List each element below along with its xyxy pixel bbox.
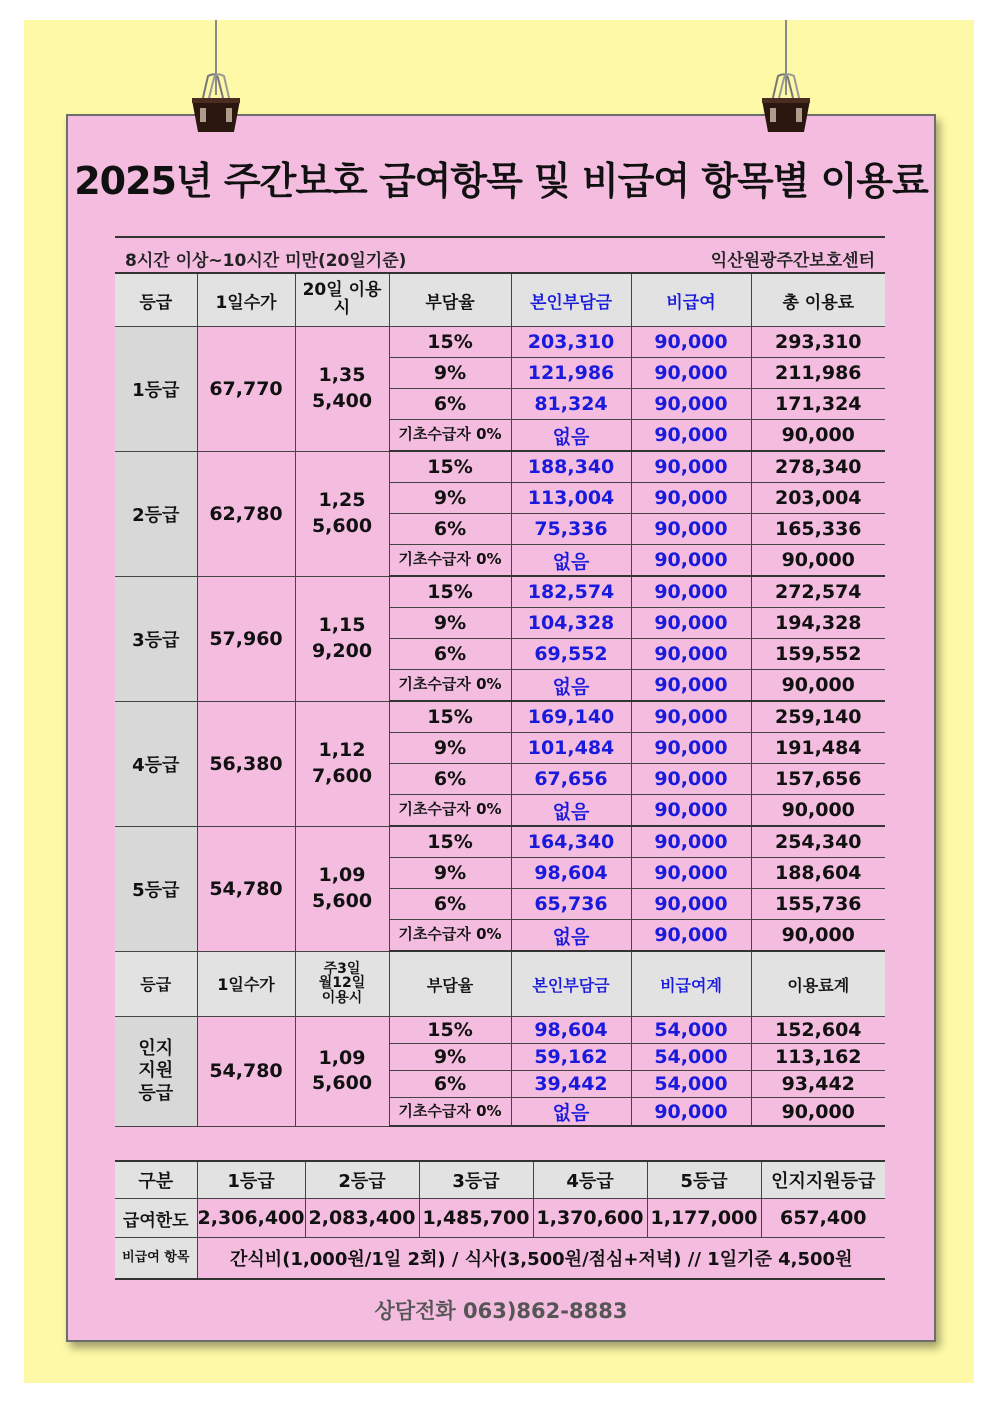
grade3-rate: 15% <box>389 576 511 608</box>
header2-rate: 부담율 <box>389 951 511 1017</box>
table-header-row-2 <box>115 951 885 1017</box>
grade5-rate: 9% <box>389 858 511 889</box>
cognitive-total: 113,162 <box>751 1044 885 1071</box>
subtitle-condition: 8시간 이상~10시간 미만(20일기준) <box>125 251 407 271</box>
contact-phone: 상담전화 063)862-8883 <box>374 1299 628 1323</box>
header-grade: 등급 <box>115 273 197 327</box>
grade1-grade-name: 1등급 <box>115 327 197 452</box>
grade5-noncovered: 90,000 <box>631 920 751 952</box>
header-noncovered: 비급여 <box>631 273 751 327</box>
grade1-noncovered: 90,000 <box>631 389 751 420</box>
grade3-noncovered: 90,000 <box>631 639 751 670</box>
limit-header-grade4: 4등급 <box>533 1161 647 1199</box>
cognitive-noncovered: 90,000 <box>631 1098 751 1127</box>
grade3-total: 90,000 <box>751 670 885 702</box>
grade3-noncovered: 90,000 <box>631 670 751 702</box>
limit-header-grade2: 2등급 <box>305 1161 419 1199</box>
binder-clip-right-icon <box>758 72 814 134</box>
grade4-rate: 15% <box>389 701 511 733</box>
cognitive-copay: 59,162 <box>511 1044 631 1071</box>
grade2-copay: 113,004 <box>511 483 631 514</box>
cognitive-total: 93,442 <box>751 1071 885 1098</box>
grade5-daily-fee: 54,780 <box>197 826 295 951</box>
noncovered-label: 비급여 항목 <box>115 1238 197 1280</box>
grade1-total: 211,986 <box>751 358 885 389</box>
grade3-row <box>115 576 885 608</box>
grade4-rate: 기초수급자 0% <box>389 795 511 827</box>
grade4-total: 191,484 <box>751 733 885 764</box>
grade1-copay: 203,310 <box>511 327 631 358</box>
limit-value-row <box>115 1199 885 1238</box>
grade5-noncovered: 90,000 <box>631 889 751 920</box>
grade5-noncovered: 90,000 <box>631 826 751 858</box>
limit-header-category: 구분 <box>115 1161 197 1199</box>
cognitive-usage-amount: 1,095,600 <box>295 1017 389 1127</box>
header-copay: 본인부담금 <box>511 273 631 327</box>
fee-table <box>115 272 885 1127</box>
grade3-copay: 182,574 <box>511 576 631 608</box>
limit-header-cognitive: 인지지원등급 <box>761 1161 885 1199</box>
grade5-rate: 15% <box>389 826 511 858</box>
header-usage: 20일 이용시 <box>295 273 389 327</box>
header2-daily-fee: 1일수가 <box>197 951 295 1017</box>
grade5-total: 155,736 <box>751 889 885 920</box>
grade1-noncovered: 90,000 <box>631 358 751 389</box>
grade4-daily-fee: 56,380 <box>197 701 295 826</box>
grade5-copay: 65,736 <box>511 889 631 920</box>
grade3-rate: 9% <box>389 608 511 639</box>
grade2-row <box>115 451 885 483</box>
grade2-noncovered: 90,000 <box>631 545 751 577</box>
grade5-usage-amount: 1,095,600 <box>295 826 389 951</box>
grade4-copay: 없음 <box>511 795 631 827</box>
limit-value-cognitive: 657,400 <box>761 1199 885 1238</box>
grade3-noncovered: 90,000 <box>631 608 751 639</box>
grade2-noncovered: 90,000 <box>631 483 751 514</box>
noncovered-description: 간식비(1,000원/1일 2회) / 식사(3,500원/점심+저녁) // 1일기준 4,500원 <box>197 1238 885 1280</box>
grade2-total: 203,004 <box>751 483 885 514</box>
grade3-total: 194,328 <box>751 608 885 639</box>
grade4-noncovered: 90,000 <box>631 733 751 764</box>
header2-total: 이용료계 <box>751 951 885 1017</box>
cognitive-total: 90,000 <box>751 1098 885 1127</box>
cognitive-total: 152,604 <box>751 1017 885 1044</box>
grade5-noncovered: 90,000 <box>631 858 751 889</box>
grade5-total: 188,604 <box>751 858 885 889</box>
grade5-rate: 6% <box>389 889 511 920</box>
grade4-copay: 67,656 <box>511 764 631 795</box>
center-name: 익산원광주간보호센터 <box>710 251 875 271</box>
header2-copay: 본인부담금 <box>511 951 631 1017</box>
limit-header-row <box>115 1161 885 1199</box>
grade5-copay: 없음 <box>511 920 631 952</box>
grade4-rate: 6% <box>389 764 511 795</box>
grade1-rate: 9% <box>389 358 511 389</box>
grade4-row <box>115 701 885 733</box>
grade3-grade-name: 3등급 <box>115 576 197 701</box>
grade2-copay: 없음 <box>511 545 631 577</box>
grade3-noncovered: 90,000 <box>631 576 751 608</box>
grade5-row <box>115 826 885 858</box>
cognitive-copay: 없음 <box>511 1098 631 1127</box>
grade1-total: 90,000 <box>751 420 885 452</box>
header2-usage: 주3일 월12일 이용시 <box>295 951 389 1017</box>
cognitive-rate: 9% <box>389 1044 511 1071</box>
grade5-grade-name: 5등급 <box>115 826 197 951</box>
grade3-copay: 104,328 <box>511 608 631 639</box>
header-total: 총 이용료 <box>751 273 885 327</box>
grade4-grade-name: 4등급 <box>115 701 197 826</box>
grade2-usage-amount: 1,255,600 <box>295 451 389 576</box>
page-title: 2025년 주간보호 급여항목 및 비급여 항목별 이용료 <box>74 159 928 203</box>
grade2-grade-name: 2등급 <box>115 451 197 576</box>
benefit-limit-table <box>115 1160 885 1280</box>
grade2-copay: 188,340 <box>511 451 631 483</box>
grade2-total: 165,336 <box>751 514 885 545</box>
cognitive-rate: 15% <box>389 1017 511 1044</box>
grade2-total: 278,340 <box>751 451 885 483</box>
grade4-usage-amount: 1,127,600 <box>295 701 389 826</box>
grade2-total: 90,000 <box>751 545 885 577</box>
cognitive-rate: 6% <box>389 1071 511 1098</box>
cognitive-daily-fee: 54,780 <box>197 1017 295 1127</box>
cognitive-grade-name: 인지 지원 등급 <box>115 1017 197 1127</box>
grade4-rate: 9% <box>389 733 511 764</box>
grade3-usage-amount: 1,159,200 <box>295 576 389 701</box>
grade4-noncovered: 90,000 <box>631 795 751 827</box>
grade1-total: 293,310 <box>751 327 885 358</box>
grade5-total: 254,340 <box>751 826 885 858</box>
header-daily-fee: 1일수가 <box>197 273 295 327</box>
grade2-noncovered: 90,000 <box>631 514 751 545</box>
cognitive-copay: 39,442 <box>511 1071 631 1098</box>
grade1-copay: 121,986 <box>511 358 631 389</box>
grade1-copay: 없음 <box>511 420 631 452</box>
grade2-rate: 기초수급자 0% <box>389 545 511 577</box>
grade3-total: 272,574 <box>751 576 885 608</box>
subtitle-bar <box>115 236 885 272</box>
grade4-noncovered: 90,000 <box>631 764 751 795</box>
cognitive-noncovered: 54,000 <box>631 1017 751 1044</box>
grade3-rate: 기초수급자 0% <box>389 670 511 702</box>
grade1-daily-fee: 67,770 <box>197 327 295 452</box>
grade1-row <box>115 327 885 358</box>
grade1-noncovered: 90,000 <box>631 327 751 358</box>
grade3-copay: 없음 <box>511 670 631 702</box>
grade2-rate: 9% <box>389 483 511 514</box>
grade3-daily-fee: 57,960 <box>197 576 295 701</box>
grade5-total: 90,000 <box>751 920 885 952</box>
grade5-copay: 164,340 <box>511 826 631 858</box>
grade5-copay: 98,604 <box>511 858 631 889</box>
cognitive-rate: 기초수급자 0% <box>389 1098 511 1127</box>
grade5-rate: 기초수급자 0% <box>389 920 511 952</box>
limit-header-grade5: 5등급 <box>647 1161 761 1199</box>
grade4-total: 90,000 <box>751 795 885 827</box>
header2-noncovered: 비급여계 <box>631 951 751 1017</box>
limit-row-label: 급여한도 <box>115 1199 197 1238</box>
grade4-noncovered: 90,000 <box>631 701 751 733</box>
grade2-rate: 6% <box>389 514 511 545</box>
limit-value-grade2: 2,083,400 <box>305 1199 419 1238</box>
header-rate: 부담율 <box>389 273 511 327</box>
grade1-noncovered: 90,000 <box>631 420 751 452</box>
grade3-total: 159,552 <box>751 639 885 670</box>
limit-value-grade4: 1,370,600 <box>533 1199 647 1238</box>
binder-clip-left-icon <box>188 72 244 134</box>
limit-value-grade3: 1,485,700 <box>419 1199 533 1238</box>
cognitive-noncovered: 54,000 <box>631 1044 751 1071</box>
grade1-copay: 81,324 <box>511 389 631 420</box>
header2-grade: 등급 <box>115 951 197 1017</box>
limit-value-grade5: 1,177,000 <box>647 1199 761 1238</box>
grade1-total: 171,324 <box>751 389 885 420</box>
limit-value-grade1: 2,306,400 <box>197 1199 305 1238</box>
grade4-total: 157,656 <box>751 764 885 795</box>
limit-header-grade3: 3등급 <box>419 1161 533 1199</box>
grade1-rate: 6% <box>389 389 511 420</box>
limit-header-grade1: 1등급 <box>197 1161 305 1199</box>
grade3-rate: 6% <box>389 639 511 670</box>
cognitive-row <box>115 1017 885 1044</box>
grade4-copay: 101,484 <box>511 733 631 764</box>
grade3-copay: 69,552 <box>511 639 631 670</box>
table-header-row <box>115 273 885 327</box>
grade1-rate: 기초수급자 0% <box>389 420 511 452</box>
grade4-total: 259,140 <box>751 701 885 733</box>
noncovered-row <box>115 1238 885 1280</box>
grade2-daily-fee: 62,780 <box>197 451 295 576</box>
cognitive-noncovered: 54,000 <box>631 1071 751 1098</box>
grade4-copay: 169,140 <box>511 701 631 733</box>
grade2-noncovered: 90,000 <box>631 451 751 483</box>
grade2-copay: 75,336 <box>511 514 631 545</box>
grade2-rate: 15% <box>389 451 511 483</box>
grade1-rate: 15% <box>389 327 511 358</box>
grade1-usage-amount: 1,355,400 <box>295 327 389 452</box>
cognitive-copay: 98,604 <box>511 1017 631 1044</box>
